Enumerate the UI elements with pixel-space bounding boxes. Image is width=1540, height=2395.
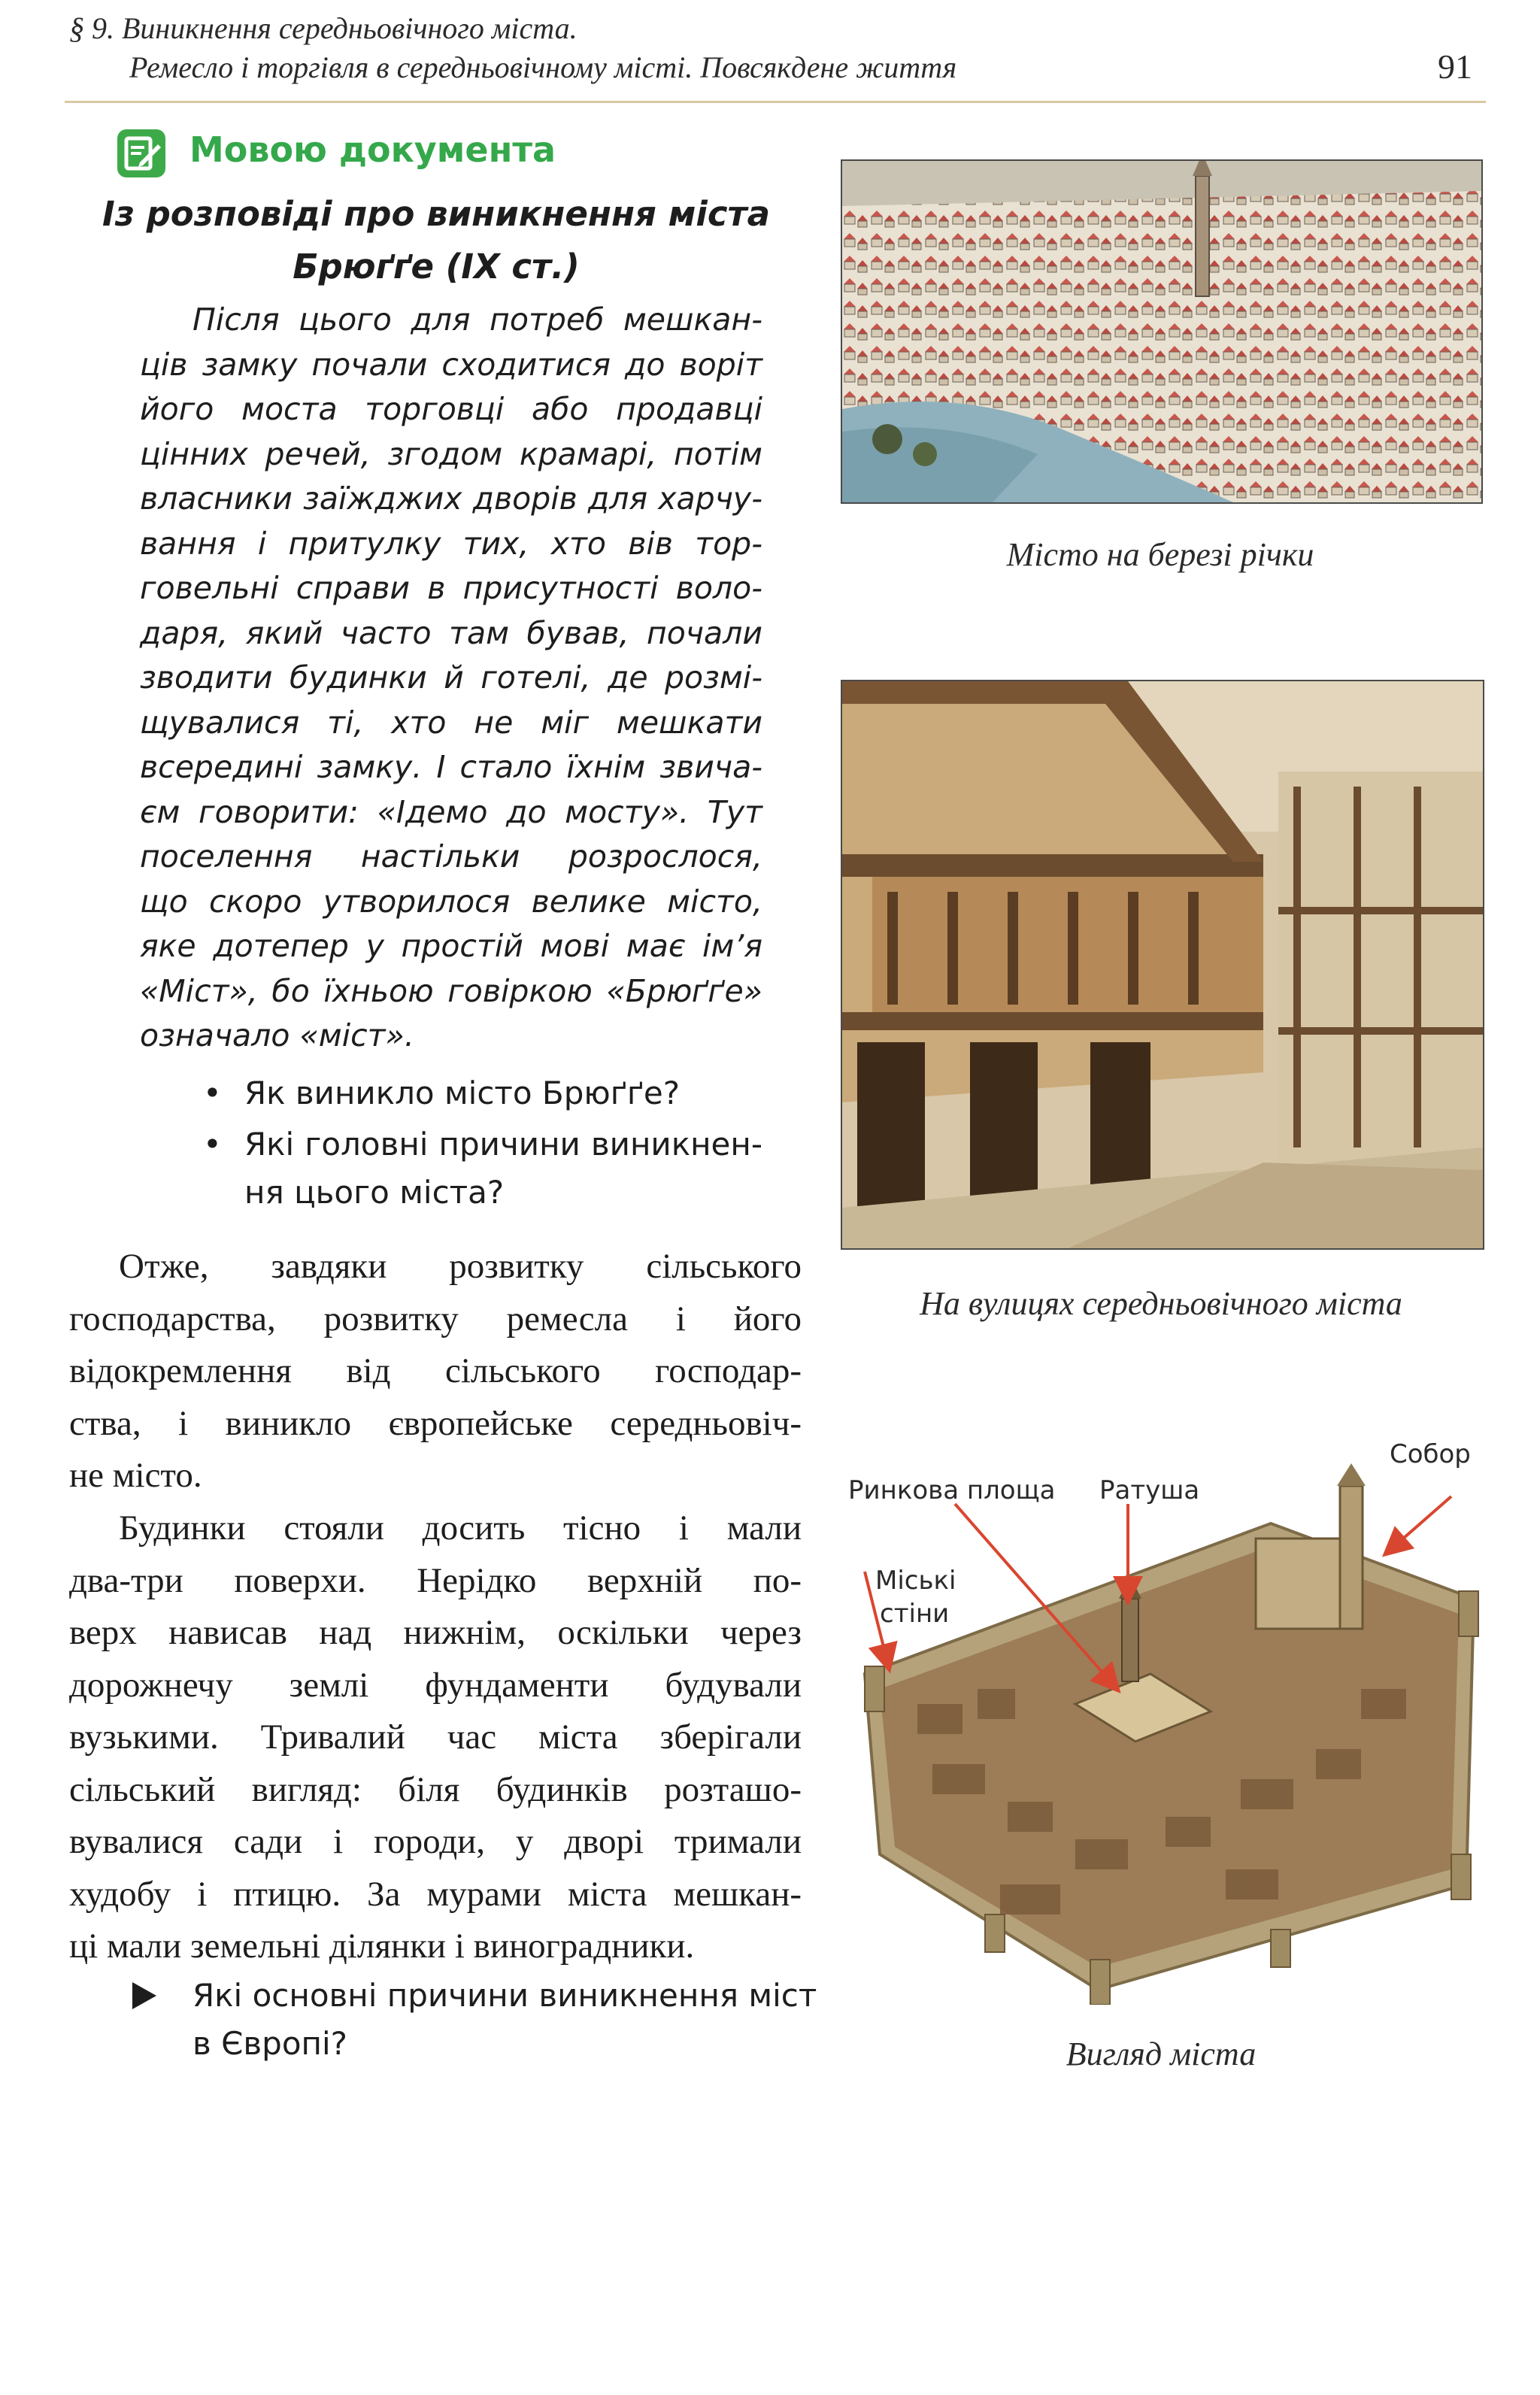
- body-paragraph: [69, 1502, 802, 1973]
- label-city-walls: Міські: [875, 1566, 956, 1596]
- quote-line: поселення настільки розрослося,: [140, 838, 762, 875]
- quote-line: яке дотепер у простій мові має ім’я: [140, 928, 762, 964]
- quote-line: його моста торговці або продавці: [140, 391, 762, 427]
- quote-line: даря, який часто там бував, почали: [140, 614, 762, 651]
- medieval-street-image: [841, 680, 1484, 1250]
- document-edit-icon: [117, 129, 165, 177]
- question-text: Як виникло місто Брюґґе?: [244, 1075, 681, 1111]
- quote-line: ців замку почали сходитися до воріт: [140, 346, 762, 383]
- task-line: Які основні причини виникнення міст: [192, 1977, 817, 2014]
- quote-line: щувалися ті, хто не міг мешкати: [140, 704, 762, 741]
- running-header-subtitle: Ремесло і торгівля в середньовічному місті. Повсякдене життя: [129, 50, 957, 84]
- task-line: в Європі?: [192, 2025, 347, 2062]
- body-line: худобу і птицю. За мурами міста мешкан-: [69, 1874, 802, 1914]
- body-line: верх нависав над нижнім, оскільки через: [69, 1613, 802, 1652]
- quote-line: вання і притулку тих, хто вів тор-: [140, 525, 762, 562]
- page-number: 91: [1438, 47, 1472, 86]
- body-line: Будинки стояли досить тісно і мали: [119, 1508, 802, 1548]
- figure-caption: Вигляд міста: [1066, 2036, 1257, 2072]
- body-line: не місто.: [69, 1456, 202, 1495]
- header-rule: [65, 101, 1486, 103]
- task-question: [192, 1972, 817, 2068]
- quote-line: Після цього для потреб мешкан-: [192, 302, 762, 338]
- quote-line: означало «міст».: [140, 1017, 414, 1053]
- body-line: сільський вигляд: біля будинків розташо-: [69, 1769, 802, 1809]
- document-section-label: Мовою документа: [189, 129, 556, 170]
- body-paragraph: [69, 1241, 802, 1502]
- body-line: вузькими. Тривалий час міста зберігали: [69, 1717, 802, 1757]
- body-line: Отже, завдяки розвитку сільського: [119, 1247, 802, 1286]
- body-line: ства, і виникло європейське середньовіч-: [69, 1403, 802, 1443]
- label-town-hall: Ратуша: [1099, 1475, 1200, 1505]
- quote-line: єм говорити: «Ідемо до мосту». Тут: [140, 793, 762, 830]
- quote-line: зводити будинки й готелі, де розмі-: [140, 659, 762, 696]
- body-line: два-три поверхи. Нерідко верхній по-: [69, 1560, 802, 1600]
- quote-line: власники заїжджих дворів для харчу-: [140, 481, 762, 517]
- question-text: ня цього міста?: [244, 1174, 505, 1211]
- quote-line: що скоро утворилося велике місто,: [140, 883, 762, 920]
- quote-line: говельні справи в присутності воло-: [140, 570, 762, 606]
- body-line: дорожнечу землі фундаменти будували: [69, 1665, 802, 1705]
- document-question: [203, 1120, 762, 1218]
- figure-caption: Місто на березі річки: [1006, 536, 1314, 573]
- label-city-walls: стіни: [880, 1599, 950, 1629]
- bullet-icon: •: [203, 1126, 222, 1163]
- quote-line: «Міст», бо їхньою говіркою «Брюґґе»: [140, 972, 762, 1009]
- document-question: [203, 1069, 762, 1117]
- body-line: господарства, розвитку ремесла і його: [69, 1299, 802, 1338]
- document-quote: [140, 298, 762, 1059]
- triangle-arrow-icon: [132, 1982, 156, 2009]
- body-line: відокремлення від сільського господар-: [69, 1351, 802, 1390]
- document-title-line: Брюґґе (IX ст.): [293, 247, 580, 286]
- body-line: вувалися сади і городи, у дворі тримали: [69, 1822, 802, 1861]
- question-text: Які головні причини виникнен-: [244, 1126, 762, 1163]
- label-market-square: Ринкова площа: [848, 1475, 1056, 1505]
- river-city-image: [841, 159, 1483, 504]
- bullet-icon: •: [203, 1075, 222, 1111]
- body-line: ці мали земельні ділянки і виноградники.: [69, 1927, 695, 1966]
- label-cathedral: Собор: [1390, 1439, 1471, 1469]
- quote-line: всередині замку. І стало їхнім звича-: [140, 749, 762, 785]
- figure-caption: На вулицях середньовічного міста: [920, 1285, 1402, 1322]
- document-title: [75, 188, 797, 293]
- document-title-line: Із розповіді про виникнення міста: [102, 194, 770, 234]
- running-header-section: § 9. Виникнення середньовічного міста.: [69, 11, 578, 45]
- quote-line: цінних речей, згодом крамарі, потім: [140, 435, 762, 472]
